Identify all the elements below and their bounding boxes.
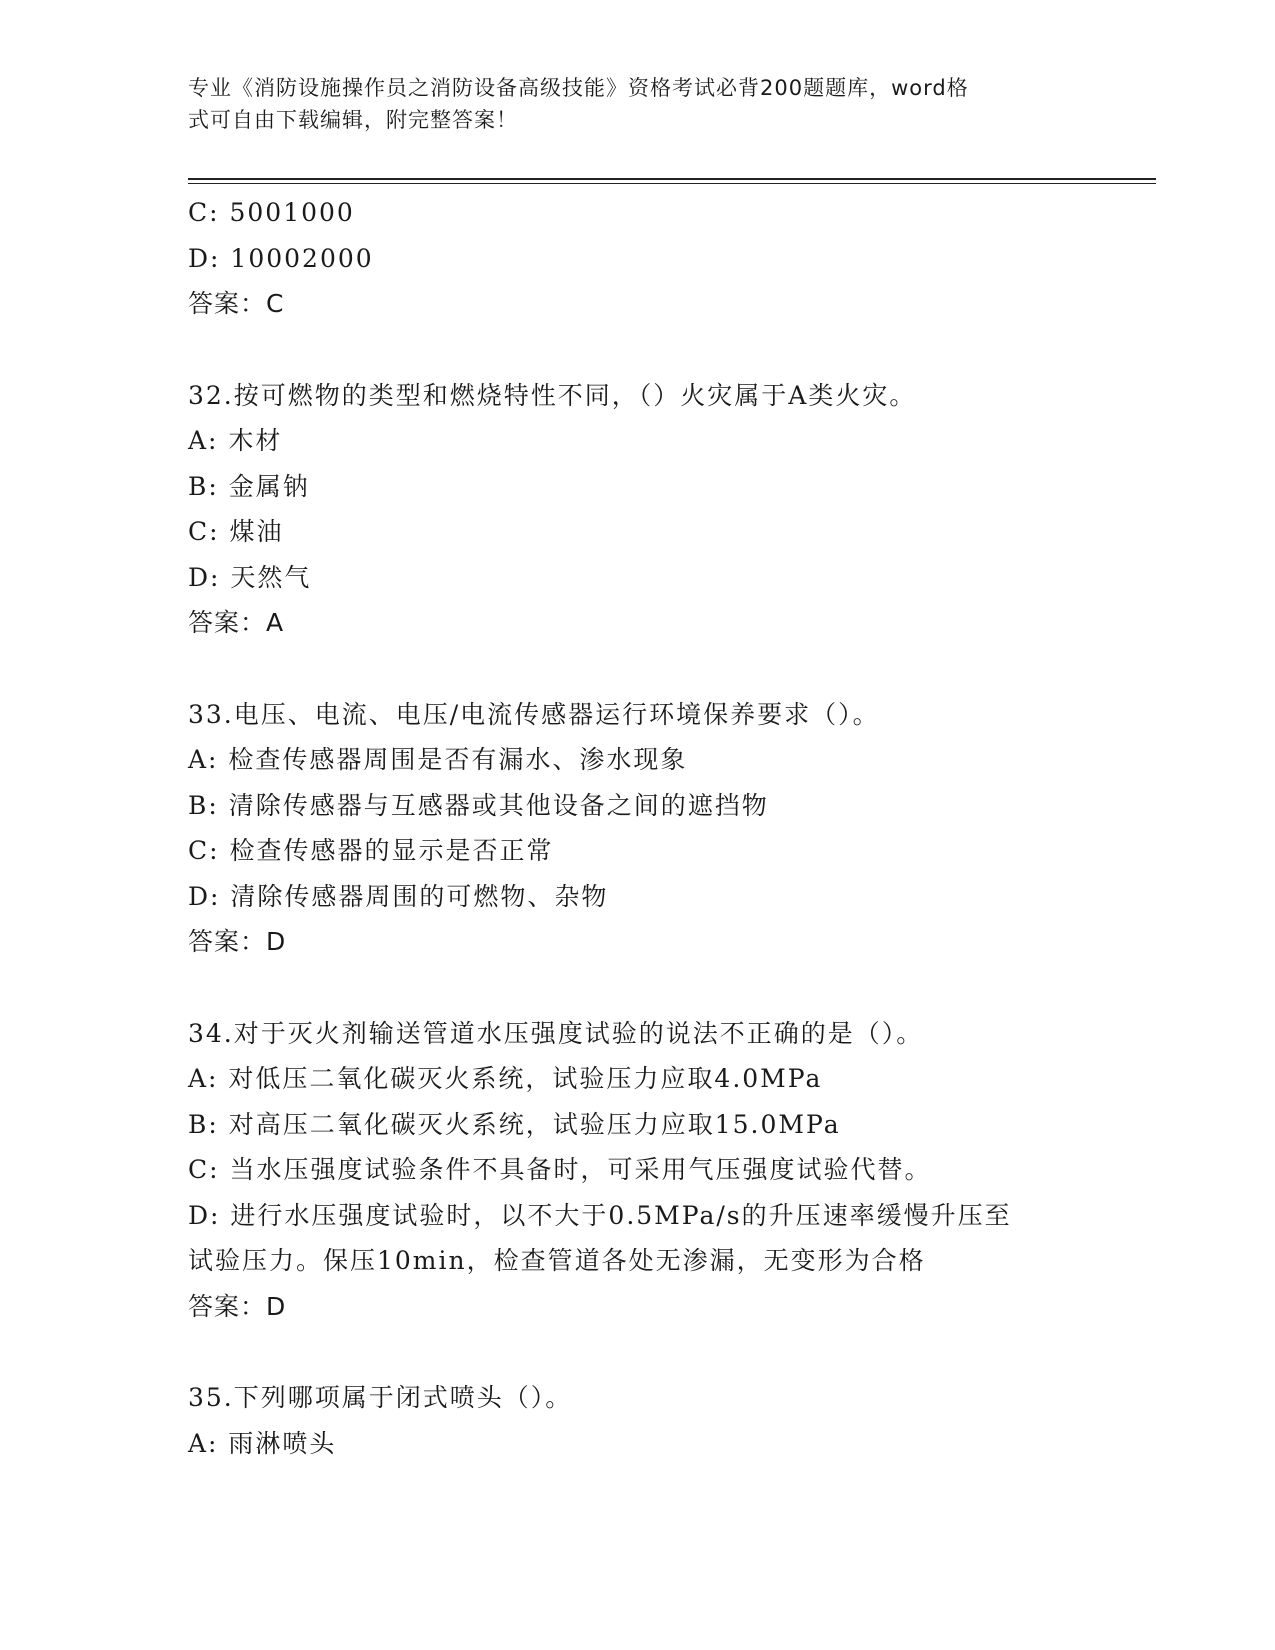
option-a: A: 雨淋喷头	[188, 1428, 337, 1458]
option-a: A: 检查传感器周围是否有漏水、渗水现象	[188, 745, 688, 774]
previous-question-tail	[188, 190, 1088, 327]
question-stem: 34.对于灭火剂输送管道水压强度试验的说法不正确的是（）。	[188, 1018, 924, 1048]
spacer	[188, 327, 1088, 373]
option-b: B: 清除传感器与互感器或其他设备之间的遮挡物	[188, 790, 769, 820]
document-header	[188, 72, 1068, 136]
option-a: A: 对低压二氧化碳灭火系统，试验压力应取4.0MPa	[188, 1064, 823, 1093]
header-divider-thick	[188, 178, 1156, 180]
question-stem: 33.电压、电流、电压/电流传感器运行环境保养要求（）。	[188, 699, 880, 729]
header-line-1: 专业《消防设施操作员之消防设备高级技能》资格考试必背200题题库，word格	[188, 76, 969, 100]
answer-line: 答案：C	[188, 289, 285, 318]
question-34	[188, 1011, 1088, 1330]
option-c: C: 检查传感器的显示是否正常	[188, 836, 554, 865]
header-divider-thin	[188, 183, 1156, 184]
question-stem: 35.下列哪项属于闭式喷头（）。	[188, 1383, 573, 1412]
question-content	[188, 190, 1088, 1466]
question-35	[188, 1375, 1088, 1466]
question-stem: 32.按可燃物的类型和燃烧特性不同，（）火灾属于A类火灾。	[188, 380, 917, 410]
spacer	[188, 965, 1088, 1011]
option-d: D: 10002000	[188, 243, 374, 273]
question-33	[188, 692, 1088, 965]
answer-line: 答案：D	[188, 1291, 287, 1321]
spacer	[188, 1329, 1088, 1375]
option-a: A: 木材	[188, 426, 283, 455]
answer-line: 答案：D	[188, 927, 287, 956]
option-d: D: 天然气	[188, 562, 312, 592]
header-line-2: 式可自由下载编辑，附完整答案！	[188, 108, 518, 132]
answer-line: 答案：A	[188, 608, 285, 637]
question-32	[188, 373, 1088, 646]
spacer	[188, 646, 1088, 692]
option-d: D: 进行水压强度试验时，以不大于0.5MPa/s的升压速率缓慢升压至	[188, 1200, 1012, 1230]
option-c: C: 5001000	[188, 198, 355, 227]
option-b: B: 金属钠	[188, 471, 310, 501]
option-d: D: 清除传感器周围的可燃物、杂物	[188, 881, 609, 911]
option-d-continuation: 试验压力。保压10min，检查管道各处无渗漏，无变形为合格	[188, 1246, 926, 1275]
option-c: C: 当水压强度试验条件不具备时，可采用气压强度试验代替。	[188, 1155, 932, 1184]
option-c: C: 煤油	[188, 517, 284, 546]
option-b: B: 对高压二氧化碳灭火系统，试验压力应取15.0MPa	[188, 1109, 841, 1139]
